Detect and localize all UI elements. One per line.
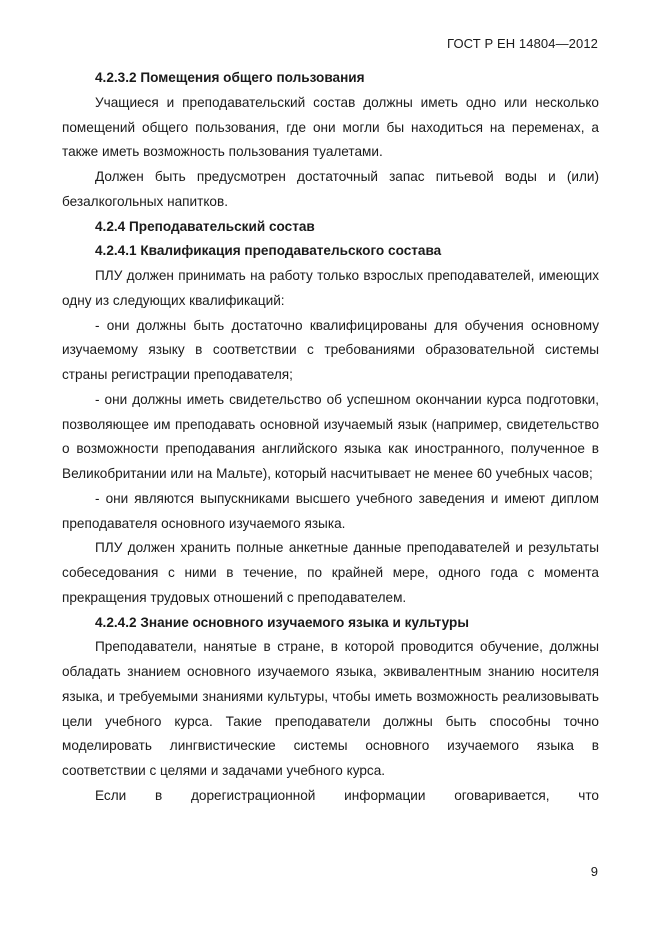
paragraph-drinking-water: Должен быть предусмотрен достаточный запас питьевой воды и (или) безалкогольных напитков.	[62, 169, 599, 209]
document-body	[62, 66, 599, 809]
list-item-graduates: - они являются выпускниками высшего учебного заведения и имеют диплом преподавателя основного изучаемого языка.	[62, 490, 599, 531]
paragraph-common-rooms: Учащиеся и преподавательский состав должны иметь одно или несколько помещений общего пользования, где они могли бы находиться на переменах, а также иметь возможность пользования туалетами.	[62, 94, 599, 160]
heading-4-2-4-2: 4.2.4.2 Знание основного изучаемого языка и культуры	[95, 614, 469, 630]
list-item-qualified: - они должны быть достаточно квалифицированы для обучения основному изучаемому языку в соответствии с требованиями образовательной системы страны регистрации преподавателя;	[62, 317, 599, 382]
heading-4-2-3-2: 4.2.3.2 Помещения общего пользования	[95, 70, 365, 85]
paragraph-hiring: ПЛУ должен принимать на работу только взрослых преподавателей, имеющих одну из следующих квалификаций:	[62, 268, 599, 308]
list-item-certificate: - они должны иметь свидетельство об успешном окончании курса подготовки, позволяющее им преподавать основной изучаемый язык (например, свидетельство о возможности преподавания английского языка как иностранного, полученное в Великобритании или на Мальте), который насчитывает не менее 60 учебных часов;	[62, 391, 599, 481]
heading-4-2-4: 4.2.4 Преподавательский состав	[95, 218, 315, 234]
paragraph-records: ПЛУ должен хранить полные анкетные данные преподавателей и результаты собеседования с ними в течение, по крайней мере, одного года с момента прекращения трудовых отношений с преподавателем.	[62, 540, 599, 605]
paragraph-language-knowledge: Преподаватели, нанятые в стране, в которой проводится обучение, должны обладать знанием основного изучаемого языка, эквивалентным знанию носителя языка, и требуемыми знаниями культуры, чтобы иметь возможность реализовывать цели учебного курса. Такие преподаватели должны быть способны точно моделировать лингвистические системы основного изучаемого языка в соответствии с целями и задачами учебного курса.	[62, 639, 599, 778]
page-number: 9	[590, 864, 598, 879]
standard-header: ГОСТ Р ЕН 14804—2012	[447, 36, 598, 51]
paragraph-preregistration: Если в дорегистрационной информации оговаривается, что	[95, 787, 599, 803]
heading-4-2-4-1: 4.2.4.1 Квалификация преподавательского состава	[95, 243, 442, 259]
